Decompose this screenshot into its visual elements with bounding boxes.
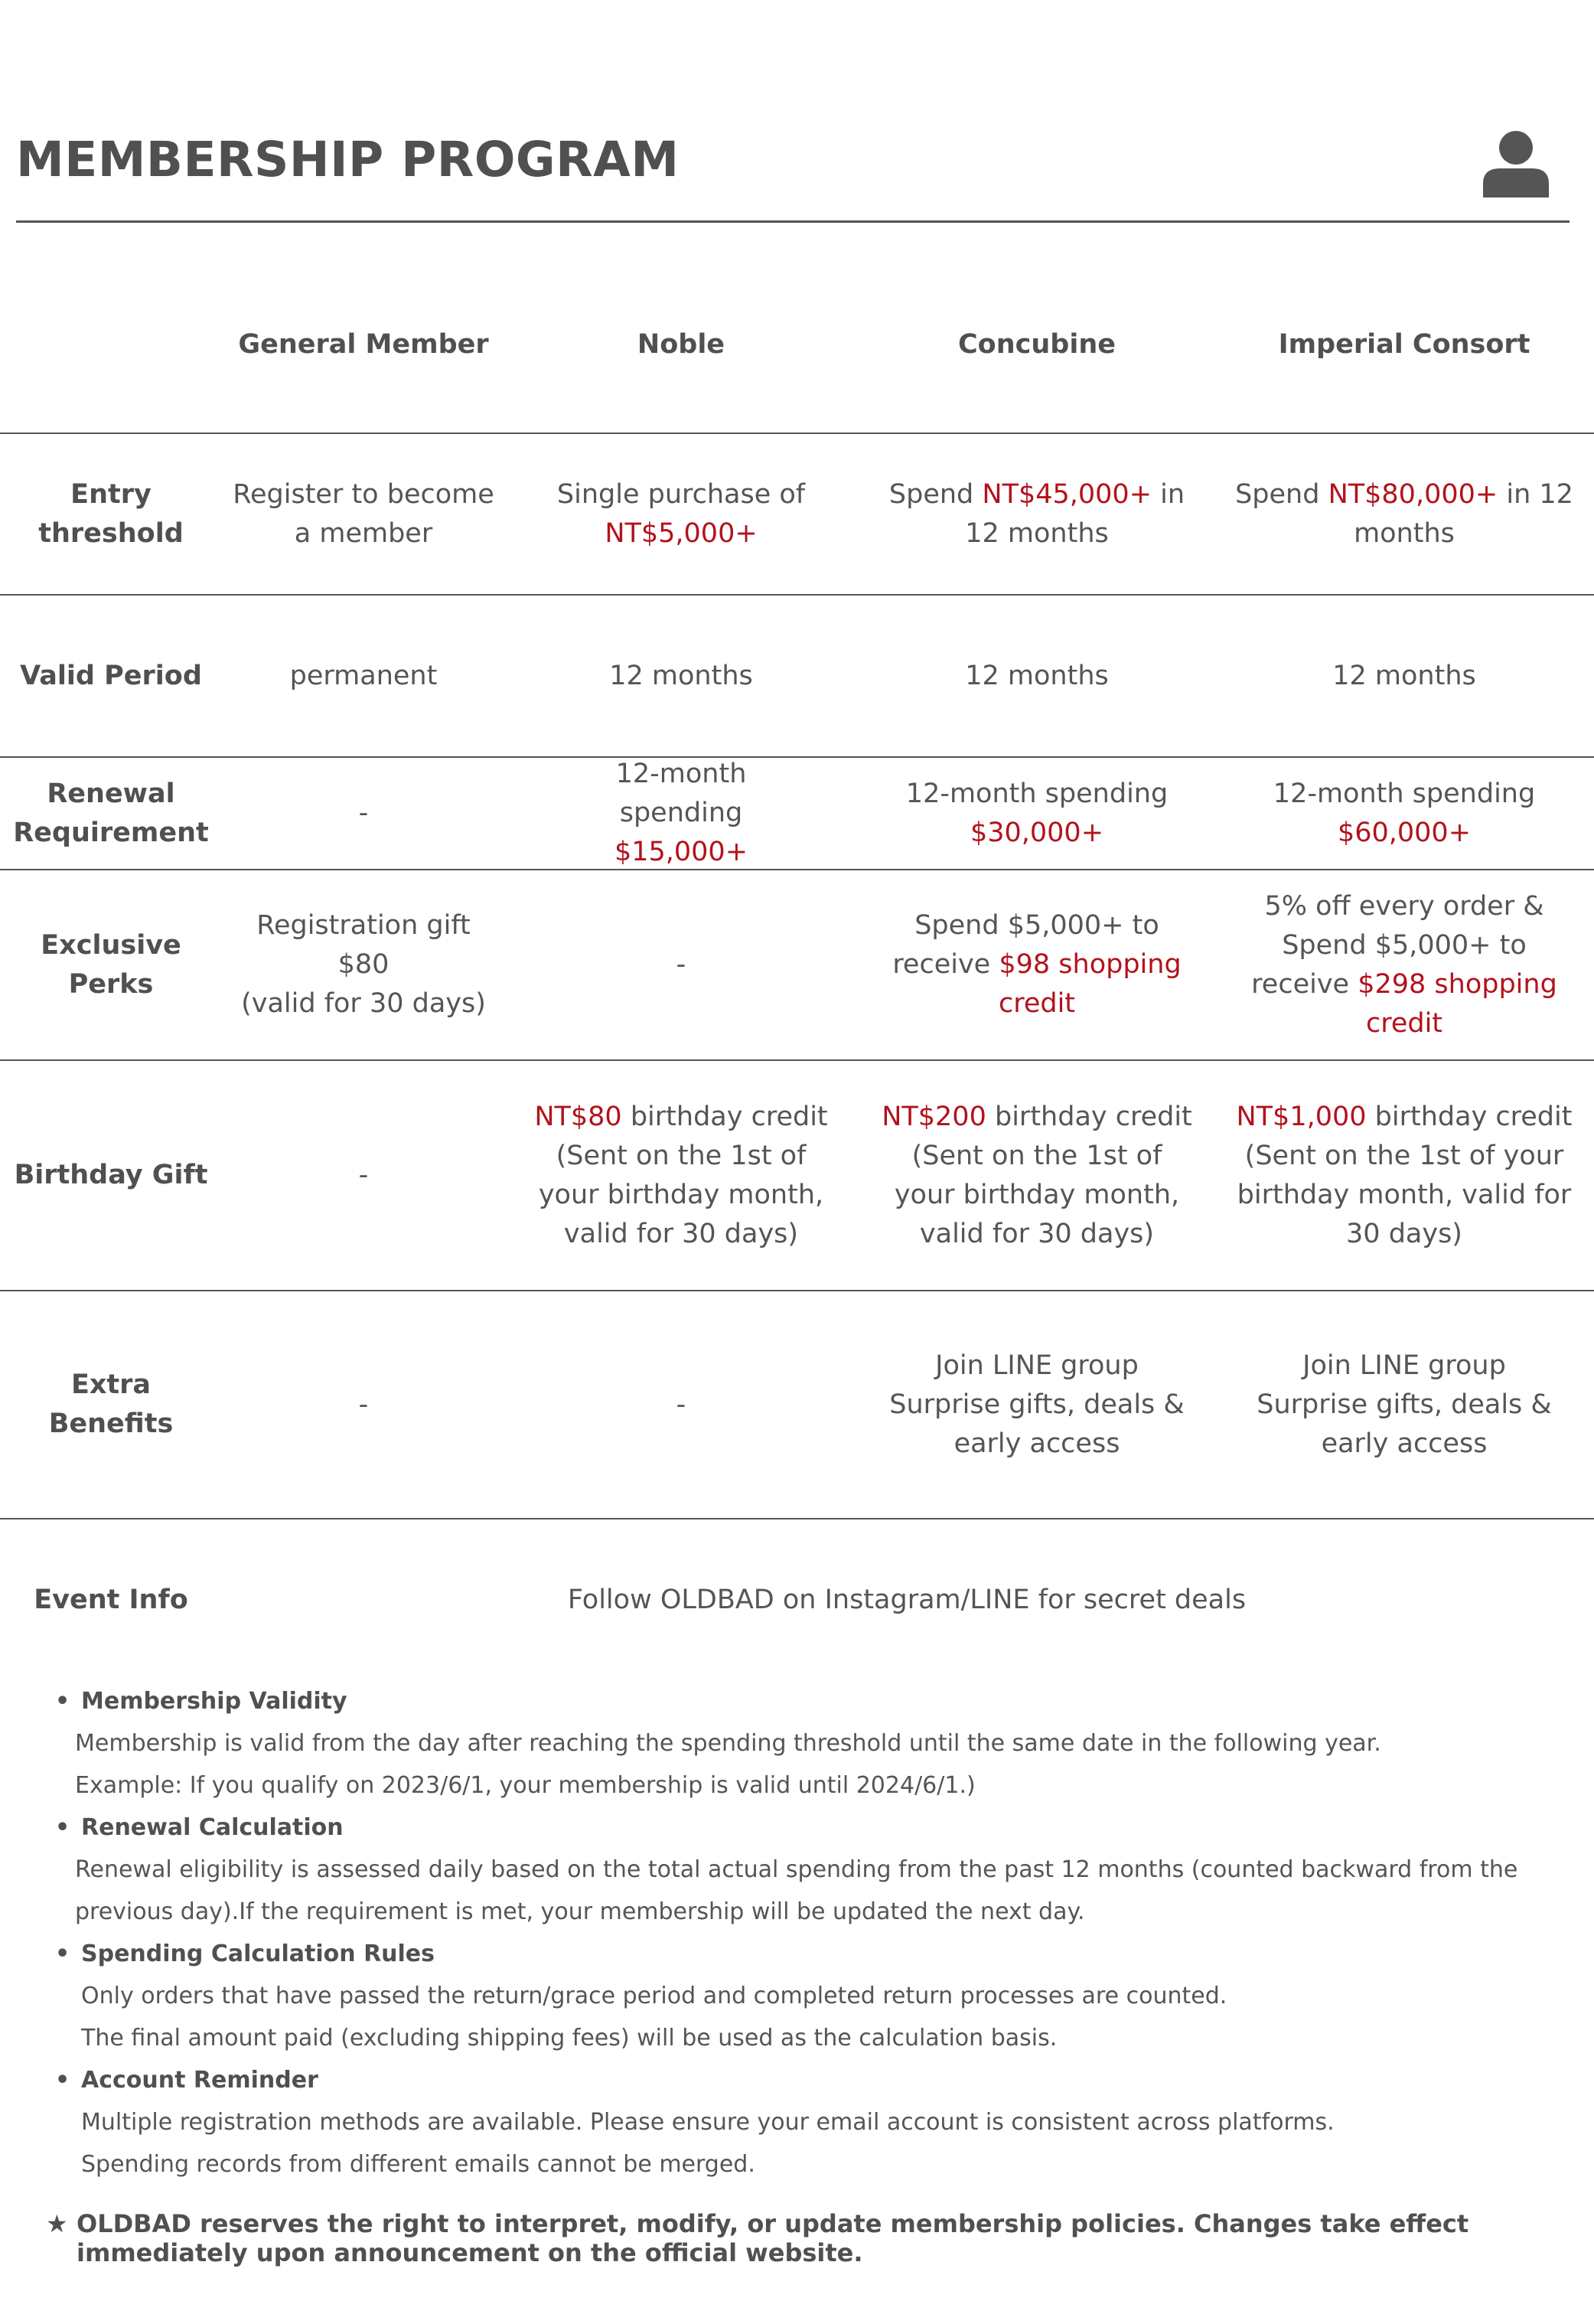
star-icon: ★	[46, 2209, 68, 2238]
row-label-renewal: Renewal Requirement	[13, 778, 209, 848]
policy-disclaimer	[46, 2209, 1546, 2267]
row-label-event: Event Info	[34, 1584, 188, 1615]
note-line: The final amount paid (excluding shipping fees) will be used as the calculation basis.	[81, 2025, 1058, 2051]
note-line: Only orders that have passed the return/grace period and completed return processes are counted.	[81, 1983, 1227, 2009]
tier-heading-noble: Noble	[637, 329, 725, 360]
cell-extra-imperial: Join LINE group Surprise gifts, deals & early access	[1257, 1350, 1552, 1459]
cell-birthday-concubine: NT$200 birthday credit (Sent on the 1st of your birthday month, valid for 30 days)	[882, 1101, 1192, 1249]
disclaimer-text: OLDBAD reserves the right to interpret, modify, or update membership policies. Changes take effect immediately upon announcement on the official website.	[77, 2209, 1469, 2267]
cell-entry-imperial: Spend NT$80,000+ in 12 months	[1235, 478, 1573, 549]
tier-heading-concubine: Concubine	[957, 329, 1116, 360]
cell-entry-noble: Single purchase of NT$5,000+	[556, 478, 806, 549]
cell-valid-imperial: 12 months	[1332, 660, 1476, 691]
cell-birthday-general: -	[358, 1160, 369, 1190]
cell-valid-concubine: 12 months	[965, 660, 1109, 691]
note-membership-validity	[55, 1680, 1555, 1807]
row-label-valid-period: Valid Period	[20, 660, 202, 691]
cell-perks-concubine: Spend $5,000+ to receive $98 shopping credit	[892, 910, 1182, 1019]
note-line: previous day).If the requirement is met, your membership will be updated the next day.	[75, 1898, 1085, 1925]
note-line: Spending records from different emails cannot be merged.	[81, 2151, 755, 2178]
cell-birthday-noble: NT$80 birthday credit (Sent on the 1st of your birthday month, valid for 30 days)	[534, 1101, 828, 1249]
cell-perks-imperial: 5% off every order & Spend $5,000+ to receive $298 shopping credit	[1251, 890, 1557, 1039]
tier-heading-general: General Member	[238, 329, 489, 360]
note-title: • Membership Validity	[55, 1680, 1555, 1722]
tier-heading-imperial: Imperial Consort	[1278, 329, 1530, 360]
cell-renewal-concubine: 12-month spending $30,000+	[905, 778, 1169, 848]
note-title: • Account Reminder	[55, 2059, 1555, 2101]
row-label-extra: Extra Benefits	[48, 1369, 174, 1439]
note-title: • Spending Calculation Rules	[55, 1933, 1555, 1975]
note-line: Multiple registration methods are available. Please ensure your email account is consistent across platforms.	[81, 2109, 1335, 2136]
note-title: • Renewal Calculation	[55, 1807, 1555, 1849]
page-title: MEMBERSHIP PROGRAM	[16, 132, 680, 188]
note-line: Example: If you qualify on 2023/6/1, your membership is valid until 2024/6/1.)	[75, 1772, 976, 1799]
note-spending-rules	[55, 1933, 1555, 2059]
note-account-reminder	[55, 2059, 1555, 2185]
page-header	[16, 122, 1570, 226]
cell-event-value: Follow OLDBAD on Instagram/LINE for secret deals	[567, 1584, 1247, 1615]
cell-entry-concubine: Spend NT$45,000+ in 12 months	[888, 478, 1185, 549]
cell-valid-noble: 12 months	[609, 660, 753, 691]
note-line: Renewal eligibility is assessed daily based on the total actual spending from the past 12 months (counted backward from the	[75, 1856, 1518, 1883]
cell-extra-general: -	[358, 1389, 369, 1420]
cell-extra-concubine: Join LINE group Surprise gifts, deals & early access	[889, 1350, 1185, 1459]
row-label-perks: Exclusive Perks	[41, 929, 181, 1000]
cell-valid-general: permanent	[289, 660, 438, 691]
note-line: Membership is valid from the day after reaching the spending threshold until the same date in the following year.	[75, 1730, 1381, 1757]
cell-renewal-noble: 12-month spending $15,000+	[614, 759, 748, 867]
policy-notes	[55, 1680, 1555, 2185]
cell-extra-noble: -	[676, 1389, 686, 1420]
cell-perks-noble: -	[676, 949, 686, 980]
row-label-birthday: Birthday Gift	[14, 1160, 208, 1190]
cell-birthday-imperial: NT$1,000 birthday credit (Sent on the 1st of your birthday month, valid for 30 days)	[1236, 1101, 1573, 1249]
header-divider	[16, 220, 1570, 223]
row-label-entry: Entry threshold	[38, 478, 184, 549]
row-divider	[0, 1518, 1594, 1519]
cell-renewal-general: -	[358, 798, 369, 828]
cell-renewal-imperial: 12-month spending $60,000+	[1273, 778, 1536, 848]
cell-entry-general: Register to become a member	[233, 478, 494, 549]
cell-perks-general: Registration gift $80 (valid for 30 days)	[241, 910, 486, 1019]
note-renewal-calculation	[55, 1807, 1555, 1933]
user-icon[interactable]	[1482, 129, 1550, 197]
